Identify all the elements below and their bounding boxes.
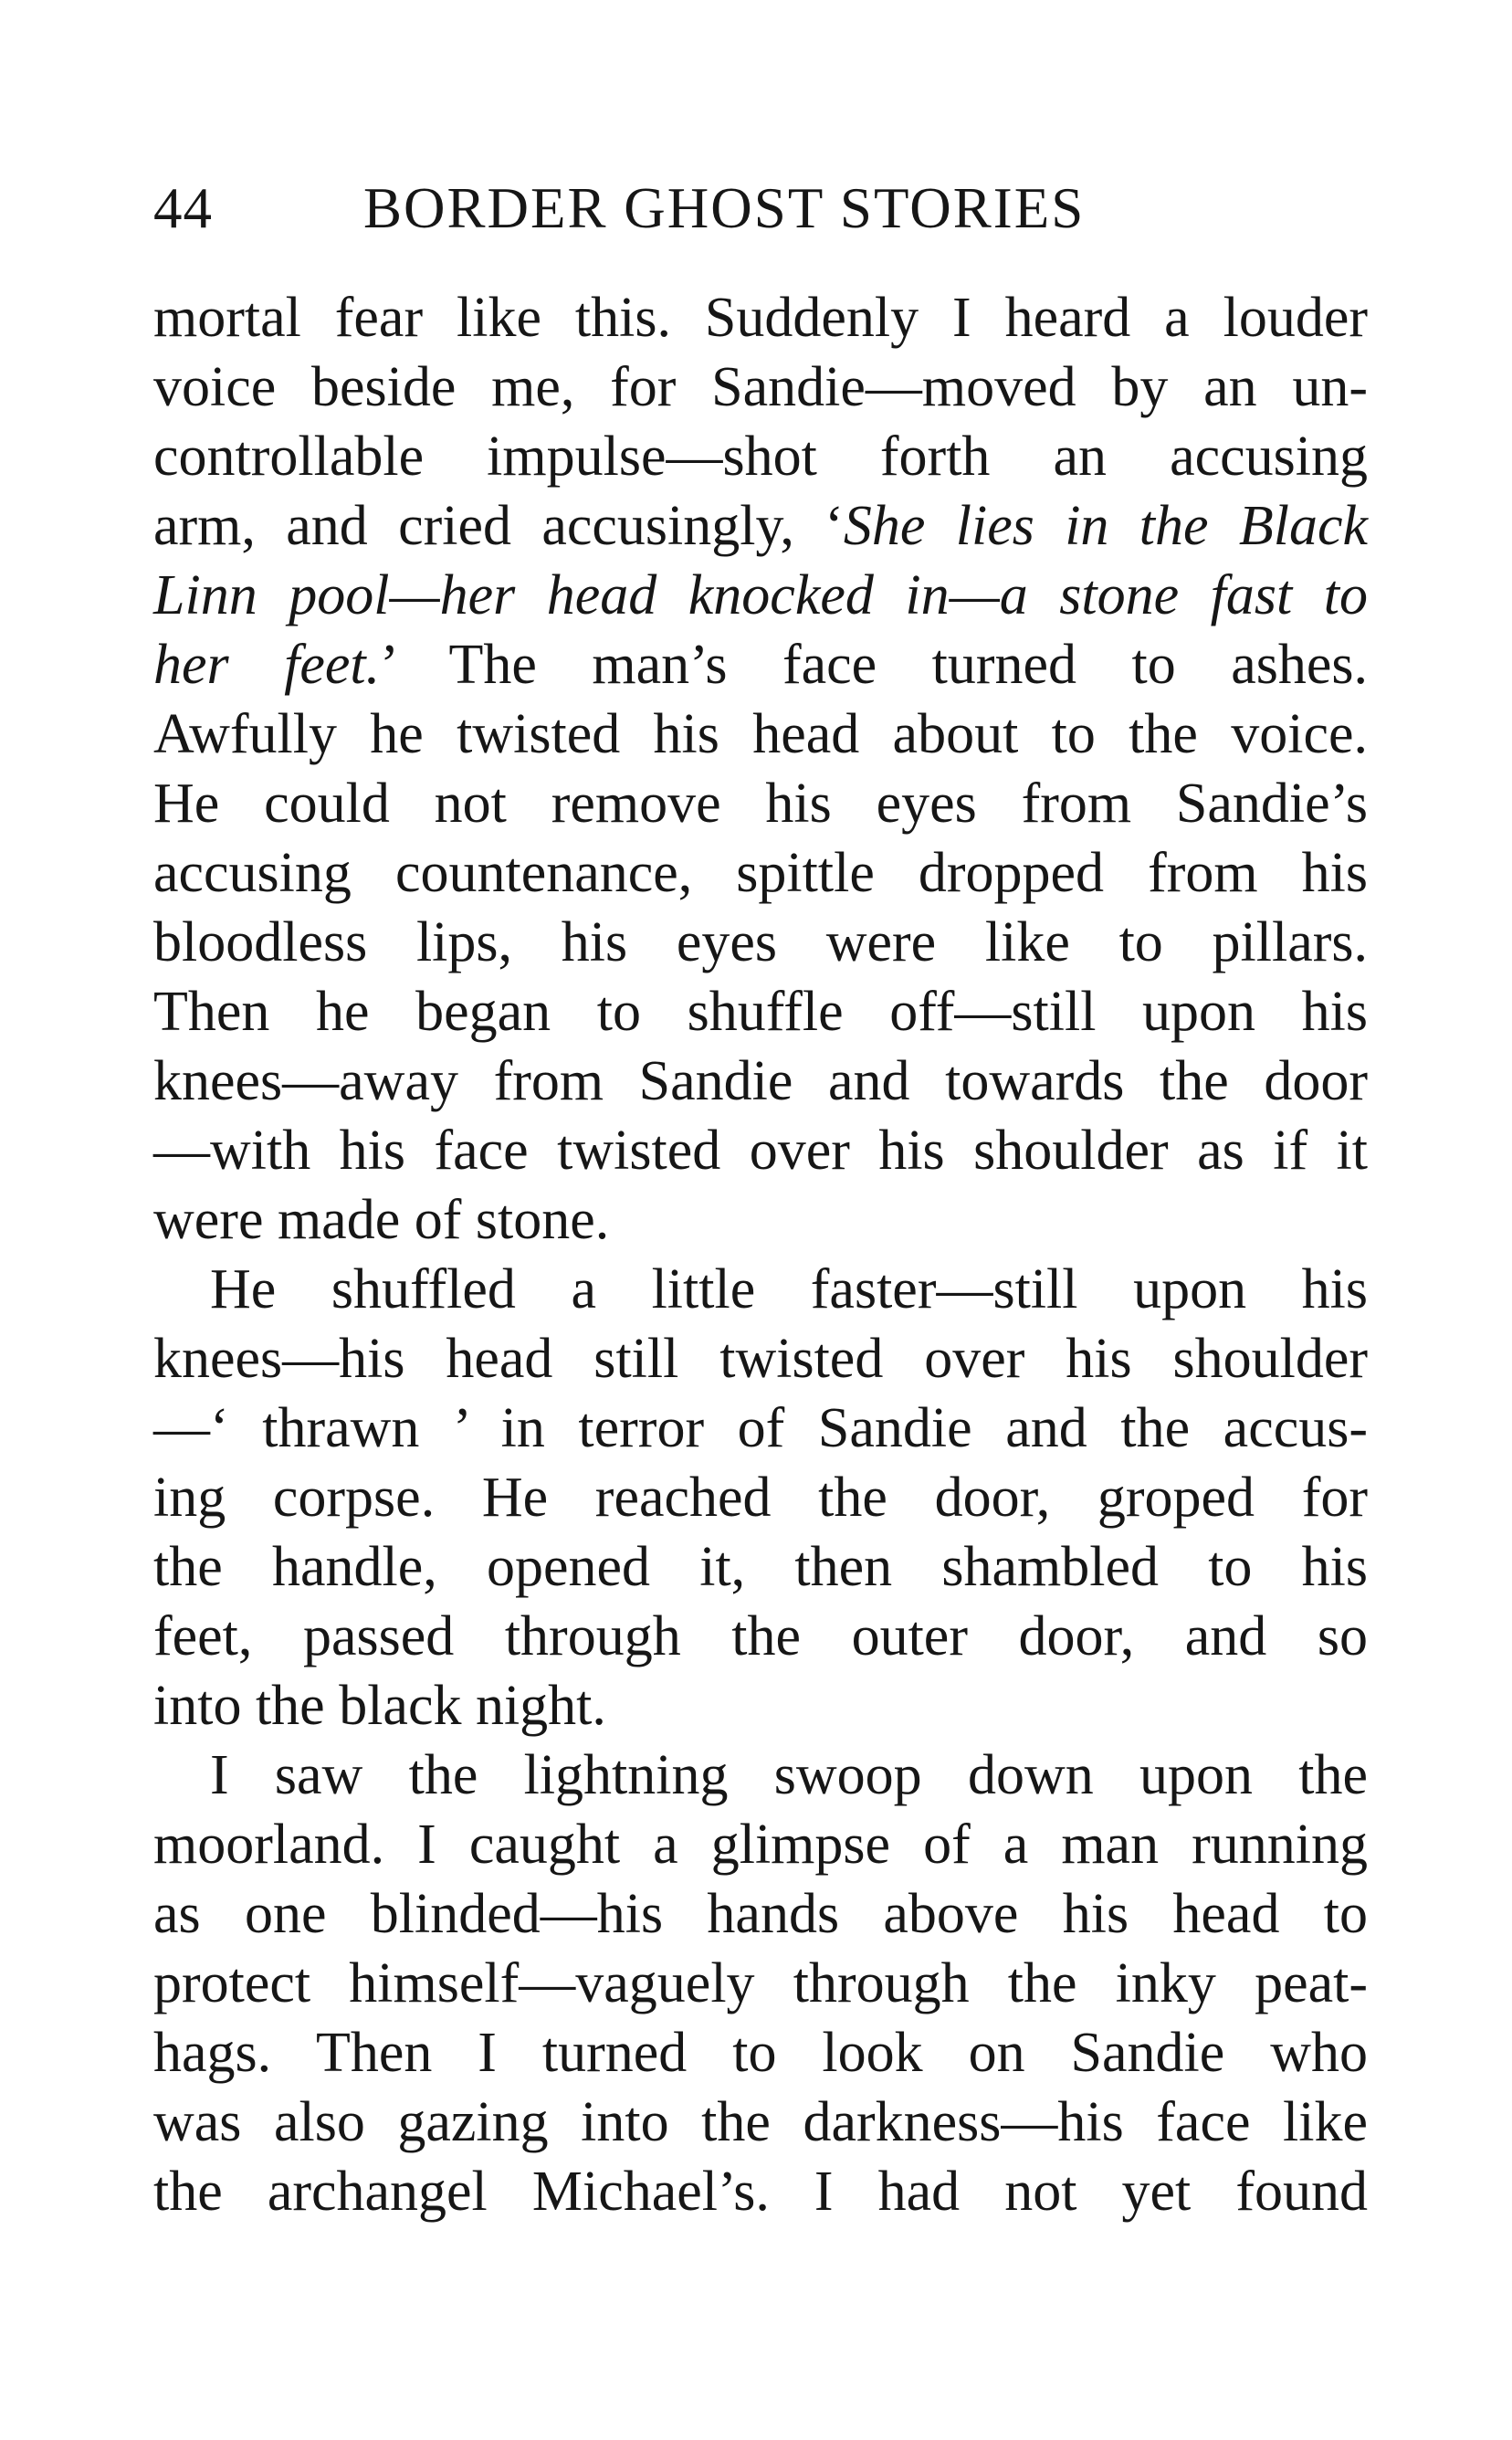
text-line: [153, 630, 1368, 699]
text-line: I saw the lightning swoop down upon the: [210, 1744, 1368, 1806]
text-line: as one blinded—his hands above his head to: [153, 1883, 1368, 1945]
text-line: accusing countenance, spittle dropped from his: [153, 842, 1368, 904]
body-text: [153, 283, 1368, 2226]
page-header: [153, 172, 1359, 245]
italic-run: She lies in the Black: [843, 495, 1368, 557]
text-line: the archangel Michael’s. I had not yet found: [153, 2161, 1368, 2223]
text-line: knees—his head still twisted over his shoulder: [153, 1328, 1368, 1390]
text-line: the handle, opened it, then shambled to his: [153, 1536, 1368, 1598]
text-line: —‘ thrawn ’ in terror of Sandie and the accus-: [153, 1397, 1368, 1459]
text-line: bloodless lips, his eyes were like to pillars.: [153, 911, 1368, 973]
text-line: into the black night.: [153, 1675, 606, 1737]
text-line: —with his face twisted over his shoulder as if it: [153, 1120, 1368, 1182]
text-line: He could not remove his eyes from Sandie’s: [153, 773, 1368, 835]
text-line: were made of stone.: [153, 1189, 610, 1251]
text-line: [153, 491, 1368, 561]
text-line: Then he began to shuffle off—still upon his: [153, 981, 1368, 1043]
text-line: He shuffled a little faster—still upon his: [210, 1258, 1368, 1320]
text-line: controllable impulse—shot forth an accusing: [153, 426, 1368, 488]
text-line: mortal fear like this. Suddenly I heard a louder: [153, 287, 1368, 349]
text-line: voice beside me, for Sandie—moved by an un-: [153, 356, 1368, 418]
text-line: hags. Then I turned to look on Sandie who: [153, 2022, 1368, 2084]
text-run: arm, and cried accusingly, ‘: [153, 495, 844, 557]
text-line: feet, passed through the outer door, and so: [153, 1605, 1368, 1667]
text-line: ing corpse. He reached the door, groped for: [153, 1467, 1368, 1529]
text-run: ’ The man’s face turned to ashes.: [380, 634, 1369, 696]
running-title: BORDER GHOST STORIES: [363, 176, 1086, 240]
text-line: was also gazing into the darkness—his face like: [153, 2091, 1368, 2153]
italic-run: her feet.: [153, 634, 381, 696]
text-line: knees—away from Sandie and towards the door: [153, 1050, 1368, 1112]
text-line: Awfully he twisted his head about to the voice.: [153, 703, 1368, 765]
page-number: 44: [153, 176, 213, 240]
text-line: Linn pool—her head knocked in—a stone fast to: [153, 564, 1368, 626]
text-line: moorland. I caught a glimpse of a man running: [153, 1814, 1368, 1876]
text-line: protect himself—vaguely through the inky peat-: [153, 1952, 1368, 2014]
